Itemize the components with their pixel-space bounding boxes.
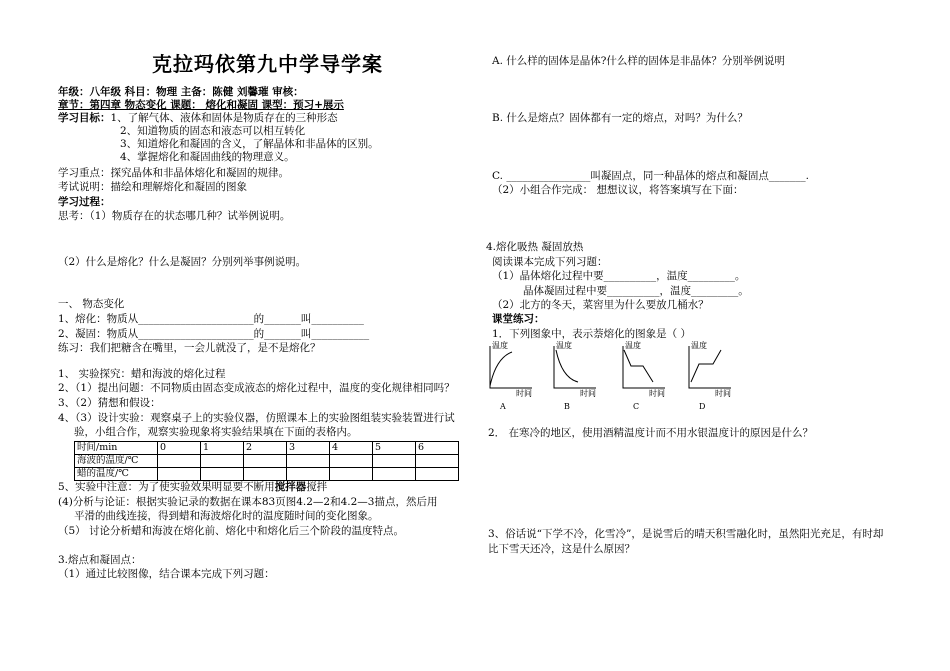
analysis-line-a: (4)分析与论证：根据实验记录的数据在课本83页图4.2—2和4.2—3描点，然后用: [58, 496, 438, 508]
practice-question: 练习：我们把糖含在嘴里，一会儿就没了，是不是熔化？: [58, 342, 321, 354]
table-cell[interactable]: [330, 468, 373, 481]
experiment-step-4b: 验，小组合作，观察实验现象将实验结果填在下面的表格内。: [74, 426, 358, 438]
goal-4: 4、掌握熔化和凝固曲线的物理意义。: [120, 151, 295, 163]
experiment-step-1: 1、 实验探究：蜡和海波的熔化过程: [58, 368, 226, 380]
question-b: B. 什么是熔点？固体都有一定的熔点，对吗？为什么？: [492, 112, 748, 124]
graph-c-plot: [619, 344, 667, 394]
stirrer-term: 搅拌器: [274, 481, 307, 493]
think-question-2: （2）什么是熔化？什么是凝固？分别列举事例说明。: [58, 256, 307, 268]
graph-a-xlabel: 时间: [516, 389, 532, 398]
experiment-table: [74, 441, 459, 481]
melting-fill-blank: 1、熔化：物质从______________________的_______叫__________: [58, 313, 364, 325]
row-label-wax: 蜡的温度/℃: [75, 468, 158, 481]
goal-line-1: [58, 112, 338, 125]
practice-question-1: 1．下列图象中，表示萘熔化的图象是（ ）: [492, 328, 692, 340]
graph-d-ylabel: 温度: [691, 341, 707, 350]
practice-question-3a: 3、俗话说“下学不冷，化雪冷”，是说雪后的晴天积雪融化时，虽然阳光充足，有时却: [488, 528, 884, 540]
table-cell[interactable]: [416, 455, 459, 468]
table-cell[interactable]: [373, 455, 416, 468]
group-task: （2）小组合作完成： 想想议议，将答案填写在下面：: [492, 184, 744, 196]
graph-b: [550, 341, 598, 411]
graph-d-xlabel: 时间: [715, 389, 731, 398]
practice-question-2: 2． 在寒冷的地区，使用酒精温度计而不用水银温度计的原因是什么？: [488, 427, 814, 439]
experiment-step-2: 2、（1）提出问题：不同物质由固态变成液态的熔化过程中，温度的变化规律相同吗？: [58, 382, 455, 394]
note-suffix: 搅拌: [306, 481, 328, 493]
graph-a: [486, 341, 534, 411]
section-1-heading: 一、 物态变化: [58, 298, 125, 310]
class-practice-heading: 课堂练习：: [492, 313, 545, 325]
graph-a-label: A: [500, 402, 506, 411]
table-cell[interactable]: [244, 468, 287, 481]
graph-d: [685, 341, 733, 411]
table-header: 6: [416, 442, 459, 455]
graph-d-plot: [685, 344, 733, 394]
goal-3: 3、知道熔化和凝固的含义，了解晶体和非晶体的区别。: [120, 138, 379, 150]
meta-grade-line: 年级：八年级 科目：物理 主备：陈健 刘馨璀 审核：: [58, 86, 304, 98]
graph-c-xlabel: 时间: [649, 389, 665, 398]
analysis-line-b: 平滑的曲线连接，得到蜡和海波熔化时的温度随时间的变化图象。: [74, 510, 379, 522]
reading-instruction: 阅读课本完成下列习题：: [492, 256, 608, 268]
reading-item-1b: 晶体凝固过程中要__________，温度_________。: [523, 285, 749, 297]
question-c: C. ________________叫凝固点，同一种晶体的熔点和凝固点_______.: [492, 170, 809, 182]
section-3-heading: 3.熔点和凝固点：: [58, 554, 142, 566]
table-header: 3: [287, 442, 330, 455]
process-heading: 学习过程：: [58, 196, 111, 208]
think-question-1: 思考：（1）物质存在的状态哪几种？试举例说明。: [58, 210, 291, 222]
goal-1: 1、了解气体、液体和固体是物质存在的三种形态: [110, 112, 338, 124]
section-4-heading: 4.熔化吸热 凝固放热: [486, 241, 584, 253]
table-cell[interactable]: [244, 455, 287, 468]
goal-2: 2、知道物质的固态和液态可以相互转化: [120, 125, 306, 137]
experiment-step-3: 3、（2）猜想和假设：: [58, 397, 161, 409]
graph-c-ylabel: 温度: [625, 341, 641, 350]
table-cell[interactable]: [287, 455, 330, 468]
reading-item-1: （1）晶体熔化过程中要__________，温度_________。: [492, 270, 746, 282]
table-header: 1: [201, 442, 244, 455]
freezing-fill-blank: 2、凝固：物质从______________________的_______叫___________: [58, 328, 370, 340]
discussion-line: （5） 讨论分析蜡和海波在熔化前、熔化中和熔化后三个阶段的温度特点。: [58, 525, 405, 537]
table-cell[interactable]: [201, 455, 244, 468]
table-cell[interactable]: [416, 468, 459, 481]
graph-b-xlabel: 时间: [580, 389, 596, 398]
graph-b-label: B: [564, 402, 570, 411]
graph-a-ylabel: 温度: [492, 341, 508, 350]
graph-c: [619, 341, 667, 411]
table-cell[interactable]: [330, 455, 373, 468]
table-cell[interactable]: [158, 455, 201, 468]
graph-d-label: D: [699, 402, 706, 411]
note-text: 5、实验中注意：为了使实验效果明显要不断用: [58, 481, 275, 493]
study-focus: 学习重点：探究晶体和非晶体熔化和凝固的规律。: [58, 167, 289, 179]
table-header-row: [75, 442, 459, 455]
graph-c-label: C: [633, 402, 640, 411]
section-3-item-1: （1）通过比较图像，结合课本完成下列习题：: [58, 568, 275, 580]
experiment-step-4a: 4、（3）设计实验：观察桌子上的实验仪器，仿照课本上的实验图组装实验装置进行试: [58, 412, 455, 424]
graph-b-ylabel: 温度: [556, 341, 572, 350]
meta-chapter-line: 章节：第四章 物态变化 课题： 熔化和凝固 课型：预习+展示: [58, 99, 344, 111]
graph-b-plot: [550, 344, 598, 394]
reading-item-2: （2）北方的冬天，菜窖里为什么要放几桶水？: [492, 299, 709, 311]
page-title: 克拉玛依第九中学导学案: [152, 52, 383, 76]
table-header: 4: [330, 442, 373, 455]
goal-label: 学习目标：: [58, 112, 111, 124]
table-header: 2: [244, 442, 287, 455]
exam-note: 考试说明：描绘和理解熔化和凝固的图象: [58, 181, 247, 193]
graph-a-plot: [486, 344, 534, 394]
table-row: [75, 468, 459, 481]
table-cell[interactable]: [287, 468, 330, 481]
practice-question-3b: 比下雪天还冷，这是什么原因？: [488, 543, 635, 555]
table-cell[interactable]: [158, 468, 201, 481]
table-cell[interactable]: [201, 468, 244, 481]
question-a: A. 什么样的固体是晶体?什么样的固体是非晶体？分别举例说明: [492, 55, 785, 67]
table-header: 时间/min: [75, 442, 158, 455]
row-label-hypo: 海波的温度/℃: [75, 455, 158, 468]
table-header: 0: [158, 442, 201, 455]
table-row: [75, 455, 459, 468]
table-cell[interactable]: [373, 468, 416, 481]
table-header: 5: [373, 442, 416, 455]
experiment-step-5: [58, 481, 327, 494]
